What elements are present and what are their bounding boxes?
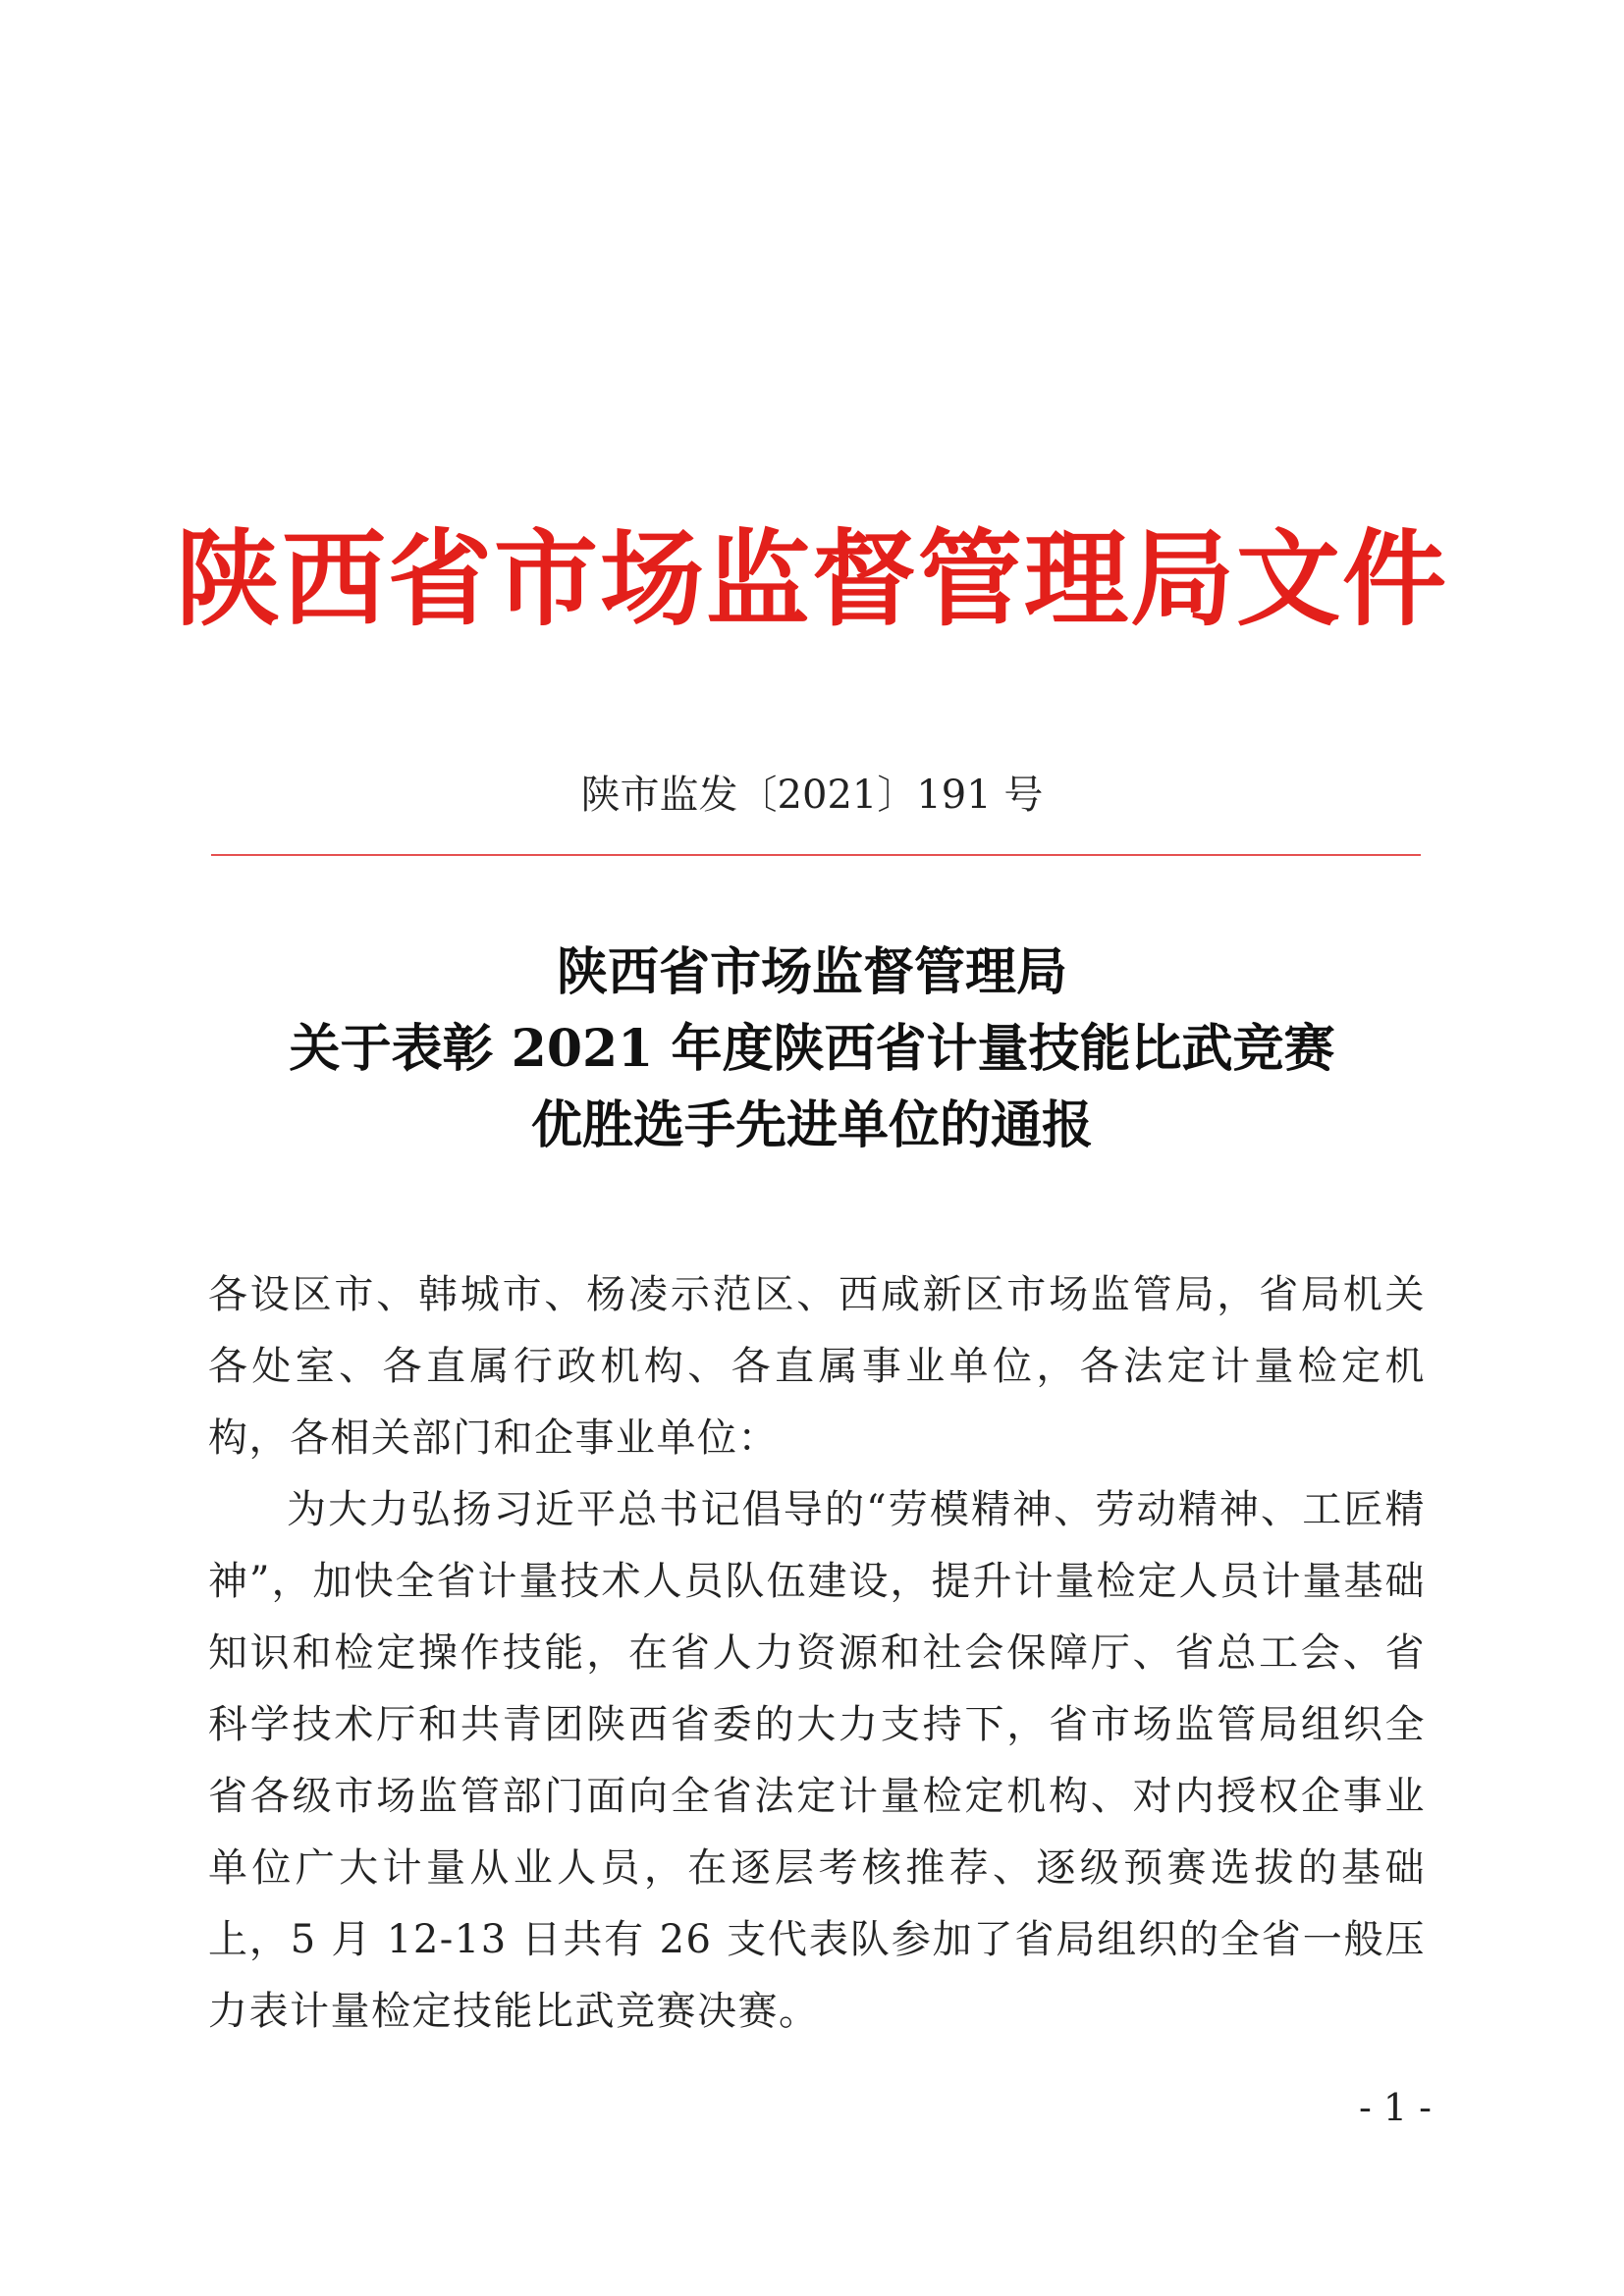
title-line-3: 优胜选手先进单位的通报: [530, 1095, 1093, 1155]
recipients-paragraph: 各设区市、韩城市、杨凌示范区、西咸新区市场监管局，省局机关各处室、各直属行政机构、各直属事业单位，各法定计量检定机构，各相关部门和企事业单位：: [208, 1272, 1426, 1461]
document-body: [208, 1259, 1426, 2048]
document-masthead: 陕西省市场监督管理局文件: [176, 517, 1448, 640]
body-paragraph-1: 为大力弘扬习近平总书记倡导的“劳模精神、劳动精神、工匠精神”，加快全省计量技术人员队伍建设，提升计量检定人员计量基础知识和检定操作技能，在省人力资源和社会保障厅、省总工会、省科学技术厅和共青团陕西省委的大力支持下，省市场监管局组织全省各级市场监管部门面向全省法定计量检定机构、对内授权企事业单位广大计量从业人员，在逐层考核推荐、逐级预赛选拔的基础上，5 月 12-13 日共有 26 支代表队参加了省局组织的全省一般压力表计量检定技能比武竞赛决赛。: [208, 1487, 1426, 2034]
title-line-1: 陕西省市场监督管理局: [556, 942, 1067, 1002]
title-line-2: 关于表彰 2021 年度陕西省计量技能比武竞赛: [289, 1019, 1335, 1079]
red-divider-line: [211, 854, 1421, 856]
document-title: [0, 934, 1624, 1164]
document-number: 陕市监发〔2021〕191 号: [580, 773, 1044, 818]
page-number: - 1 -: [1358, 2086, 1432, 2129]
